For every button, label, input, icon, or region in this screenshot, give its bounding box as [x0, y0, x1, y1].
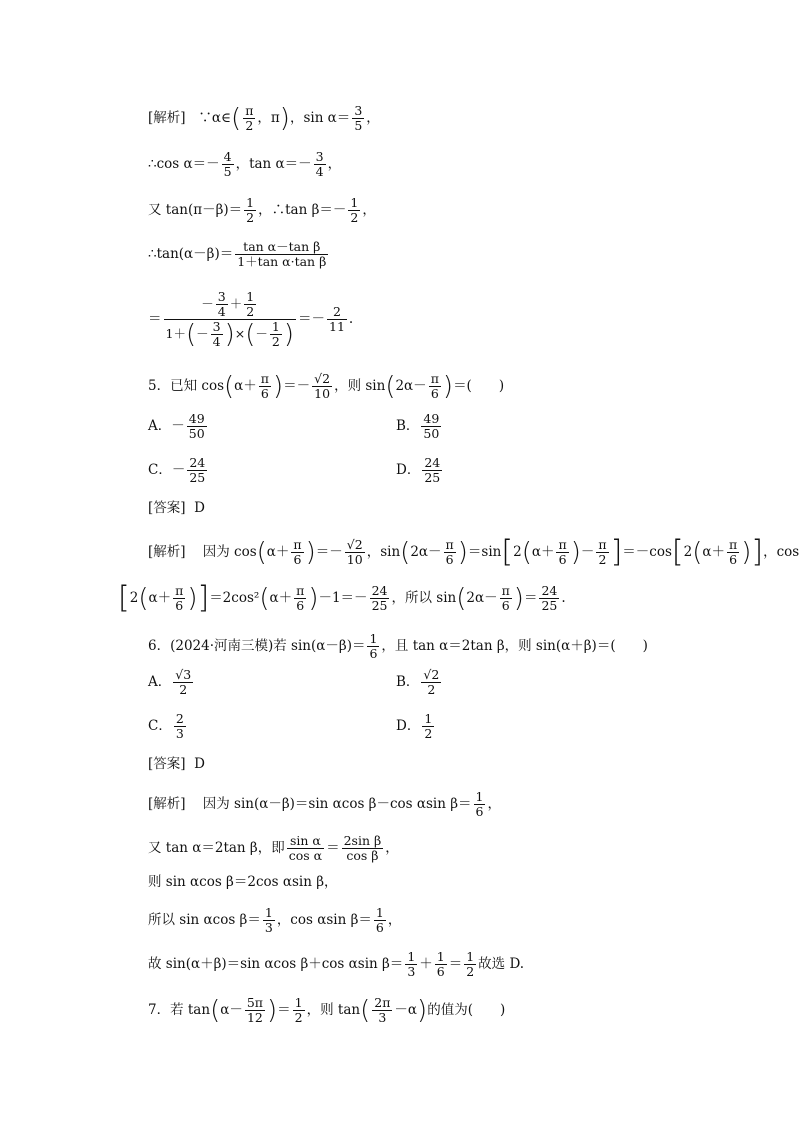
math-text: 2 — [294, 1010, 303, 1025]
fraction — [348, 196, 360, 225]
math-text: π — [245, 103, 254, 118]
math-text: ， — [362, 202, 376, 218]
math-text: B． — [396, 674, 420, 690]
math-text: 故 sin(α＋β)＝sin αcos β＋cos αsin β＝ — [148, 956, 404, 972]
fraction — [314, 150, 326, 179]
math-text: 6 — [175, 598, 184, 613]
math-text: tan α－tan β — [235, 240, 328, 255]
fraction — [444, 538, 456, 567]
fraction — [293, 996, 305, 1025]
fraction — [367, 632, 379, 661]
math-text: ∴cos α＝－ — [148, 156, 220, 172]
answer-tag: [答案] — [148, 500, 186, 516]
fraction — [259, 372, 271, 401]
math-text: ∴tan(α－β)＝ — [148, 246, 234, 262]
math-text: 2 — [271, 334, 280, 349]
math-text: 1 — [350, 195, 359, 210]
math-text: － — [196, 326, 209, 341]
fraction — [405, 950, 417, 979]
question-6-stem — [148, 632, 648, 661]
fraction — [435, 950, 447, 979]
math-text: 2 — [129, 590, 139, 606]
math-text: 又 tan(π－β)＝ — [148, 202, 243, 218]
fraction — [422, 712, 434, 741]
math-text: ，cos αsin β＝ — [276, 912, 372, 928]
math-text: 又 tan α＝2tan β，即 — [148, 840, 285, 856]
math-text: ， — [387, 912, 402, 928]
math-text: 24 — [541, 583, 558, 598]
math-text: ∵α∈ — [198, 110, 232, 126]
solution-line-3 — [148, 196, 376, 225]
math-text: 1 — [246, 289, 255, 304]
fraction — [291, 538, 303, 567]
q5-answer — [148, 500, 205, 516]
q5-analysis-line-1: [解析] 因为 cos(α＋ $\frac{\pi}{6}$ )＝－ $\frac{√2}{10}$ ，sin(2α－ $\frac{\pi}{6}$ )＝sin[2(α＋ $\frac{\pi}{6}$ )－ $\frac{\pi}{2}$ ]＝－cos[2(α＋ $\frac{\pi}{6}$ )]，cos — [148, 534, 799, 570]
math-text: 2α－ — [410, 544, 442, 560]
math-text: 1 — [436, 949, 445, 964]
math-text: ， — [327, 156, 342, 172]
math-text: × — [234, 326, 246, 341]
math-text: 1 — [246, 195, 255, 210]
math-text: 6 — [430, 386, 439, 401]
math-text: 2α－ — [466, 590, 498, 606]
math-text: ＝ — [277, 1002, 291, 1018]
q5-option-c[interactable] — [148, 456, 209, 485]
math-text: ， — [366, 110, 380, 126]
math-text: 2α－ — [395, 378, 427, 394]
math-text: 2 — [327, 305, 347, 320]
math-text: 因为 sin(α－β)＝sin αcos β－cos αsin β＝ — [202, 796, 472, 812]
math-text: 3 — [175, 726, 184, 741]
math-text: 25 — [371, 598, 388, 613]
math-text: sin α — [287, 834, 324, 849]
math-text: ＝－ — [298, 311, 325, 327]
math-text: 25 — [541, 598, 558, 613]
solution-line-5 — [148, 290, 353, 349]
math-text: 因为 cos — [202, 544, 257, 560]
math-text: ＋ — [229, 296, 243, 311]
math-text: －α — [394, 1002, 418, 1018]
question-7-stem: 7．若 tan(α－ $\frac{5\pi}{12}$ )＝ $\frac{1}{2}$ ，则 tan( $\frac{2\pi}{3}$ －α)的值为( ) — [148, 995, 506, 1026]
q6-analysis-line-3 — [148, 874, 338, 890]
math-text: 2 — [350, 210, 359, 225]
fraction — [270, 320, 282, 349]
math-text: 6 — [436, 964, 445, 979]
math-text: C． — [148, 718, 172, 734]
math-text: ＝－ — [315, 544, 343, 560]
math-text: 12 — [246, 1010, 263, 1025]
answer-value: D — [194, 756, 205, 772]
fraction — [173, 668, 193, 697]
fraction — [244, 290, 256, 319]
math-text: 2 — [598, 552, 607, 567]
math-text: 11 — [329, 319, 345, 334]
math-text: ＝ — [148, 311, 162, 327]
math-text: π — [270, 110, 280, 126]
math-text: √2 — [314, 371, 331, 386]
math-text: B． — [396, 418, 420, 434]
math-text: π — [501, 583, 510, 598]
math-text: 49 — [423, 411, 440, 426]
q6-option-c[interactable] — [148, 712, 188, 741]
q6-analysis-line-5 — [148, 950, 524, 979]
math-text: . — [348, 311, 354, 327]
math-text: 6 — [501, 598, 510, 613]
math-text: 2 — [424, 726, 433, 741]
math-text: ， — [385, 840, 399, 856]
math-text: 5．已知 cos — [148, 378, 224, 394]
math-text: 4 — [217, 304, 226, 319]
analysis-tag: [解析] — [148, 110, 186, 126]
q6-option-b[interactable] — [396, 668, 443, 697]
math-text: 24 — [189, 455, 206, 470]
fraction — [211, 320, 223, 349]
q6-option-d[interactable] — [396, 712, 436, 741]
math-text: 7．若 tan — [148, 1002, 211, 1018]
math-text: ，sin — [366, 544, 401, 560]
math-text: 5π — [246, 995, 264, 1010]
math-text: α＋ — [266, 544, 290, 560]
math-text: α＋ — [234, 378, 257, 394]
q5-option-d[interactable] — [396, 456, 444, 485]
math-text: D． — [396, 462, 421, 478]
fraction — [187, 412, 207, 441]
fraction — [235, 240, 328, 269]
math-text: A．－ — [148, 418, 185, 434]
math-text: 24 — [424, 455, 441, 470]
fraction — [216, 290, 228, 319]
math-text: 2 — [246, 210, 255, 225]
fraction — [173, 584, 185, 613]
fraction — [243, 104, 255, 133]
q6-analysis-line-1 — [148, 790, 501, 819]
fraction — [422, 456, 442, 485]
math-text: ＝2cos² — [209, 590, 260, 606]
math-text: π — [296, 583, 305, 598]
math-text: 3 — [407, 964, 416, 979]
fraction — [352, 104, 364, 133]
math-text: cos α — [288, 848, 323, 863]
math-text: 1 — [475, 789, 484, 804]
math-text: π — [445, 537, 454, 552]
fraction — [374, 906, 386, 935]
math-text: 3 — [217, 289, 226, 304]
math-text: 1＋ — [165, 326, 186, 341]
math-text: ，则 tan — [306, 1002, 361, 1018]
fraction — [187, 456, 207, 485]
fraction — [174, 712, 186, 741]
fraction — [287, 834, 324, 863]
math-text: 6．(2024·河南三模)若 sin(α－β)＝ — [148, 638, 366, 654]
math-text: 24 — [371, 583, 388, 598]
math-text: 2sin β — [343, 833, 382, 848]
analysis-tag: [解析] — [148, 796, 186, 812]
fraction — [474, 790, 486, 819]
math-text: 6 — [260, 386, 269, 401]
math-text: 1 — [424, 711, 433, 726]
solution-line-4 — [148, 240, 330, 269]
math-text: －1＝－ — [318, 590, 368, 606]
math-text: 1 — [407, 949, 416, 964]
math-text: ＝ — [523, 590, 538, 606]
math-text: 4 — [223, 149, 232, 164]
math-text: ， — [487, 796, 501, 812]
math-text: . — [561, 590, 566, 606]
math-text: ，tan α＝－ — [235, 156, 312, 172]
math-text: ，所以 sin — [391, 590, 457, 606]
fraction — [222, 150, 234, 179]
q6-answer — [148, 756, 205, 772]
math-text: － — [580, 544, 595, 560]
math-text: 故选 D. — [478, 956, 525, 972]
math-text: 2 — [427, 682, 436, 697]
math-text: 2 — [246, 304, 255, 319]
math-text: 2 — [175, 711, 184, 726]
math-text: D． — [396, 718, 421, 734]
math-text: 10 — [346, 552, 363, 567]
math-text: 1 — [264, 905, 273, 920]
math-text: 2 — [179, 682, 188, 697]
answer-tag: [答案] — [148, 756, 186, 772]
math-text: α＋ — [269, 590, 293, 606]
math-text: ，∴tan β＝－ — [258, 202, 347, 218]
fraction — [421, 668, 441, 697]
fraction — [500, 584, 512, 613]
fraction — [464, 950, 476, 979]
analysis-tag: [解析] — [148, 544, 186, 560]
math-text: 则 sin αcos β＝2cos αsin β， — [148, 874, 338, 890]
fraction — [263, 906, 275, 935]
math-text: π — [729, 537, 738, 552]
math-text: π — [558, 537, 567, 552]
math-text: － — [201, 296, 214, 311]
fraction — [294, 584, 306, 613]
q5-analysis-line-2: [2(α＋ $\frac{\pi}{6}$ )]＝2cos²(α＋ $\frac{\pi}{6}$ )－1＝－ $\frac{24}{25}$ ，所以 sin(2α－ $\frac{\pi}{6}$ )＝ $\frac{24}{25}$ . — [118, 580, 566, 616]
math-text: 4 — [315, 164, 324, 179]
q5-option-a[interactable] — [148, 412, 209, 441]
math-text: ＝－cos — [622, 544, 672, 560]
math-text: 5 — [354, 118, 363, 133]
fraction — [370, 584, 390, 613]
math-text: 1＋tan α·tan β — [237, 254, 327, 269]
q5-option-b[interactable] — [396, 412, 443, 441]
solution-line-1: [解析] ∵α∈( $\frac{\pi}{2}$ ，π)，sin α＝ $\frac{3}{5}$ ， — [148, 103, 380, 134]
answer-value: D — [194, 500, 205, 516]
math-text: 3 — [354, 103, 363, 118]
math-text: ＝( ) — [453, 378, 505, 394]
math-text: 1 — [271, 319, 280, 334]
question-5-stem: 5．已知 cos(α＋ $\frac{\pi}{6}$ )＝－ $\frac{√2}{10}$ ，则 sin(2α－ $\frac{\pi}{6}$ )＝( ) — [148, 371, 505, 402]
fraction — [596, 538, 608, 567]
math-text: 1 — [369, 631, 378, 646]
math-text: ，sin α＝ — [289, 110, 351, 126]
math-text: 4 — [212, 334, 221, 349]
math-text: 49 — [188, 411, 205, 426]
fraction — [727, 538, 739, 567]
math-text: 6 — [558, 552, 567, 567]
math-text: 3 — [315, 149, 324, 164]
math-text: 的值为( ) — [427, 1002, 506, 1018]
fraction — [312, 372, 332, 401]
math-text: √2 — [346, 537, 363, 552]
fraction — [345, 538, 365, 567]
math-text: 3 — [378, 1010, 387, 1025]
fraction — [556, 538, 568, 567]
fraction — [245, 996, 265, 1025]
math-text: ，且 tan α＝2tan β，则 sin(α＋β)＝( ) — [381, 638, 648, 654]
fraction — [327, 305, 347, 334]
math-text: 3 — [264, 920, 273, 935]
math-text: ＝sin — [467, 544, 502, 560]
math-text: 50 — [188, 426, 205, 441]
math-text: 5 — [223, 164, 232, 179]
math-text: 6 — [445, 552, 454, 567]
fraction — [421, 412, 441, 441]
compound-fraction: － $\frac{3}{4}$ ＋ $\frac{1}{2}$ 1＋(－ $\frac{3}{4}$ )×(－ $\frac{1}{2}$ ) — [165, 289, 294, 350]
math-text: 10 — [314, 386, 331, 401]
math-text: 50 — [423, 426, 440, 441]
math-text: 25 — [424, 470, 441, 485]
fraction — [539, 584, 559, 613]
math-text: 6 — [475, 804, 484, 819]
fraction — [429, 372, 441, 401]
math-text: 1 — [466, 949, 475, 964]
math-text: π — [598, 537, 607, 552]
math-text: α＋ — [531, 544, 555, 560]
math-text: α－ — [220, 1002, 243, 1018]
math-text: π — [293, 537, 302, 552]
math-text: 1 — [375, 905, 384, 920]
math-text: ＝－ — [283, 378, 311, 394]
math-text: C．－ — [148, 462, 186, 478]
math-text: 2π — [374, 995, 391, 1010]
math-text: √2 — [423, 667, 440, 682]
math-text: 3 — [212, 319, 221, 334]
fraction — [244, 196, 256, 225]
math-text: ＋ — [419, 956, 433, 972]
q6-analysis-line-4 — [148, 906, 401, 935]
math-text: α＋ — [148, 590, 172, 606]
math-text: 2 — [683, 544, 693, 560]
math-text: cos β — [346, 848, 379, 863]
fraction — [342, 834, 384, 863]
math-text: 2 — [513, 544, 522, 560]
math-text: 6 — [293, 552, 302, 567]
math-text: ＝ — [448, 956, 463, 972]
math-text: 6 — [375, 920, 384, 935]
solution-line-2 — [148, 150, 341, 179]
math-text: 25 — [189, 470, 206, 485]
math-text: 6 — [729, 552, 738, 567]
math-text: ＝ — [326, 840, 340, 856]
math-text: ，则 sin — [334, 378, 386, 394]
math-text: 所以 sin αcos β＝ — [148, 912, 261, 928]
math-text: 6 — [369, 646, 378, 661]
math-text: 2 — [466, 964, 475, 979]
math-text: 6 — [296, 598, 305, 613]
math-text: π — [430, 371, 439, 386]
math-text: √3 — [175, 667, 192, 682]
math-text: α＋ — [702, 544, 725, 560]
math-text: － — [255, 326, 268, 341]
math-text: 2 — [245, 118, 254, 133]
math-text: A． — [148, 674, 172, 690]
math-text: π — [175, 583, 184, 598]
math-text: 1 — [294, 995, 303, 1010]
q6-analysis-line-2 — [148, 834, 399, 863]
math-text: ，cos — [763, 544, 799, 560]
fraction — [372, 996, 392, 1025]
math-text: π — [260, 371, 269, 386]
q6-option-a[interactable] — [148, 668, 195, 697]
